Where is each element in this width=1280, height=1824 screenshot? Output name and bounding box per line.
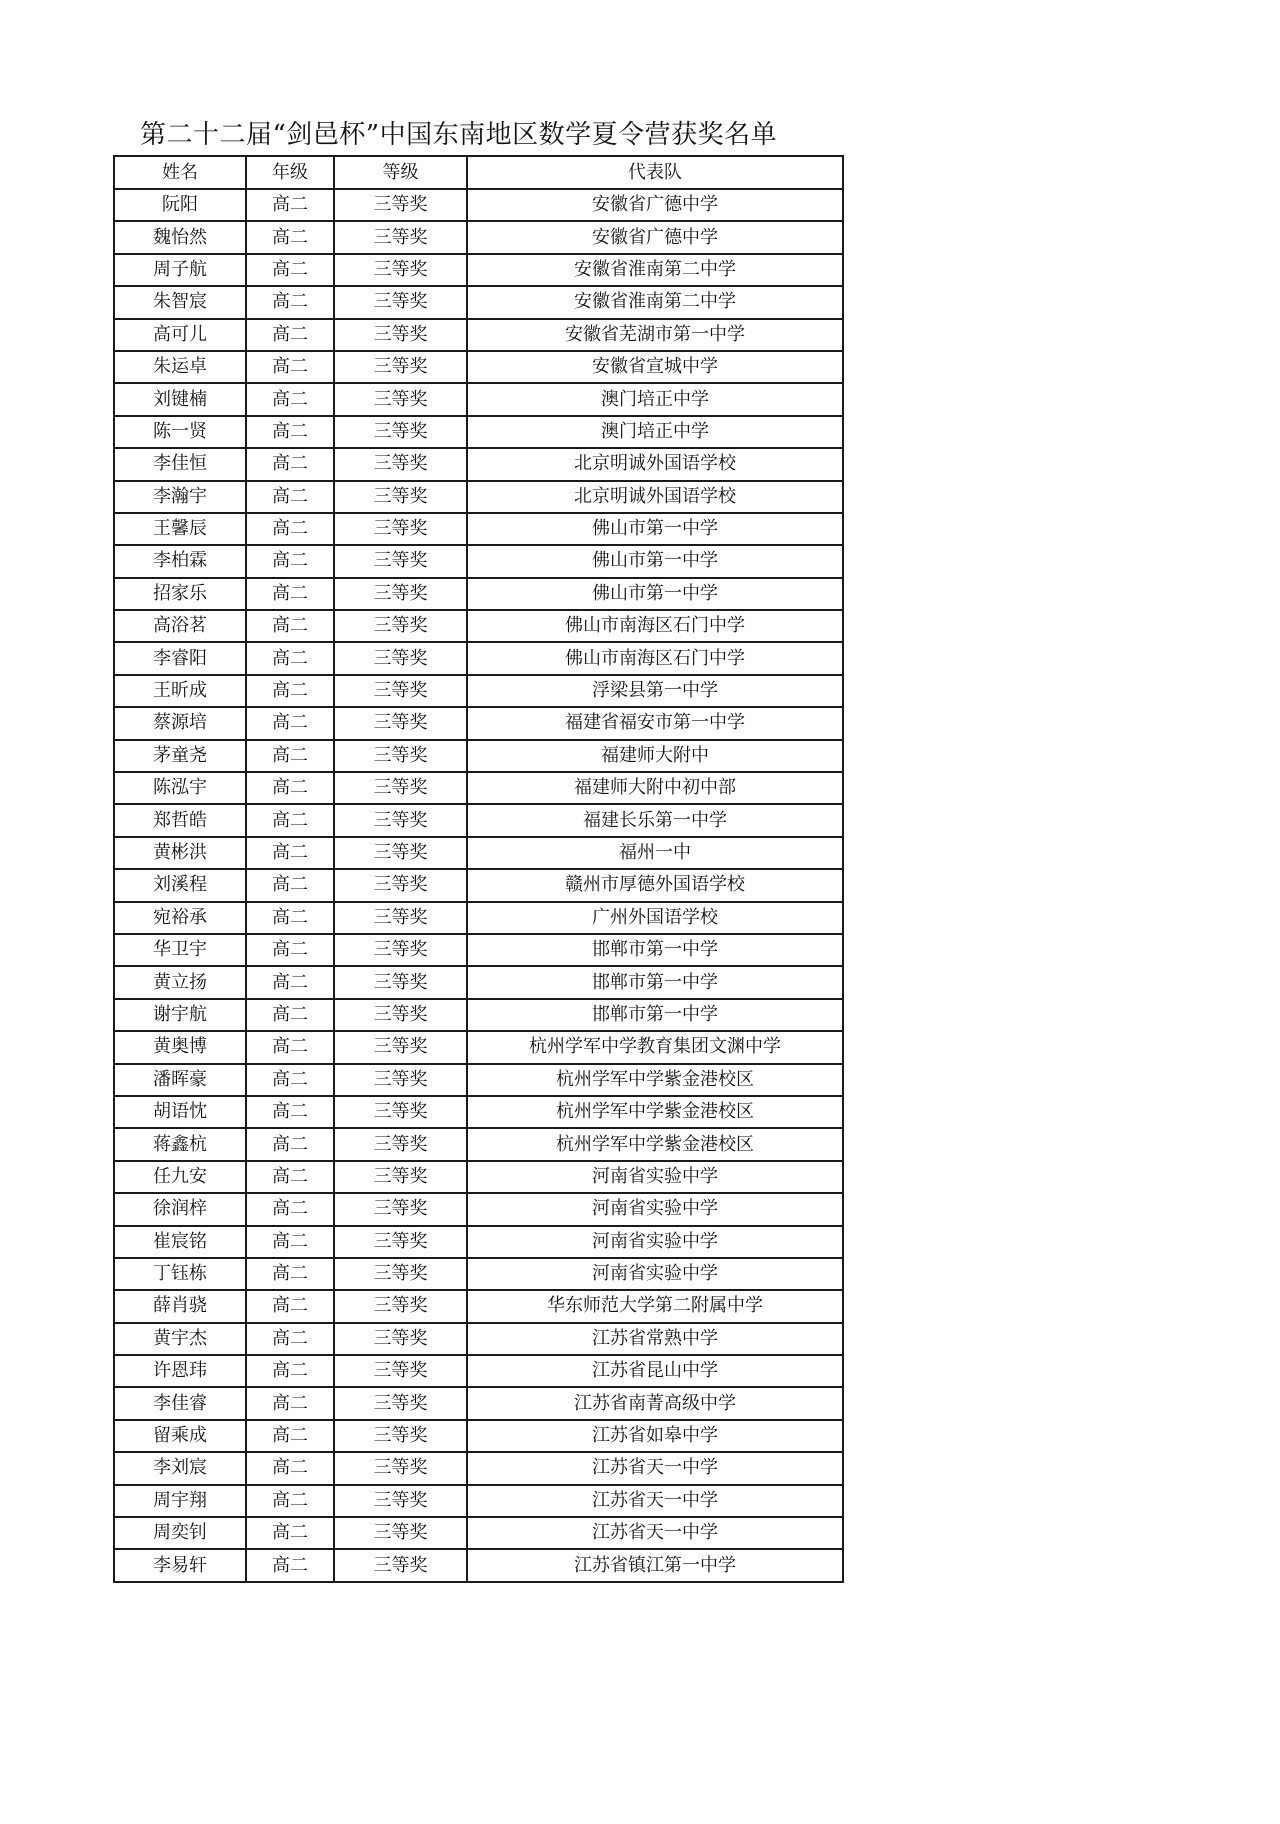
cell-name: 谢宇航 xyxy=(114,999,246,1031)
cell-team: 江苏省南菁高级中学 xyxy=(467,1387,843,1419)
cell-team: 邯郸市第一中学 xyxy=(467,999,843,1031)
cell-grade: 高二 xyxy=(246,902,334,934)
cell-grade: 高二 xyxy=(246,1161,334,1193)
cell-grade: 高二 xyxy=(246,707,334,739)
cell-team: 江苏省常熟中学 xyxy=(467,1323,843,1355)
cell-grade: 高二 xyxy=(246,383,334,415)
cell-name: 刘溪程 xyxy=(114,869,246,901)
cell-name: 李睿阳 xyxy=(114,642,246,674)
cell-name: 丁钰栋 xyxy=(114,1258,246,1290)
table-row xyxy=(114,351,843,383)
page-title: 第二十二届“剑邑杯”中国东南地区数学夏令营获奖名单 xyxy=(140,120,778,150)
cell-level: 三等奖 xyxy=(334,221,467,253)
cell-team: 澳门培正中学 xyxy=(467,383,843,415)
table-row xyxy=(114,869,843,901)
cell-name: 阮阳 xyxy=(114,189,246,221)
cell-name: 李柏霖 xyxy=(114,545,246,577)
cell-name: 黄宇杰 xyxy=(114,1323,246,1355)
cell-level: 三等奖 xyxy=(334,1096,467,1128)
cell-team: 福建长乐第一中学 xyxy=(467,804,843,836)
cell-level: 三等奖 xyxy=(334,416,467,448)
cell-level: 三等奖 xyxy=(334,448,467,480)
cell-team: 江苏省天一中学 xyxy=(467,1517,843,1549)
cell-team: 北京明诚外国语学校 xyxy=(467,448,843,480)
cell-name: 李易轩 xyxy=(114,1549,246,1581)
cell-grade: 高二 xyxy=(246,1517,334,1549)
cell-grade: 高二 xyxy=(246,1258,334,1290)
table-row xyxy=(114,1161,843,1193)
table-row xyxy=(114,934,843,966)
cell-team: 江苏省天一中学 xyxy=(467,1485,843,1517)
cell-name: 郑哲皓 xyxy=(114,804,246,836)
cell-level: 三等奖 xyxy=(334,772,467,804)
table-row xyxy=(114,1387,843,1419)
cell-grade: 高二 xyxy=(246,513,334,545)
cell-name: 任九安 xyxy=(114,1161,246,1193)
cell-level: 三等奖 xyxy=(334,1420,467,1452)
table-row xyxy=(114,610,843,642)
table-row xyxy=(114,642,843,674)
table-body xyxy=(114,189,843,1582)
table-row xyxy=(114,513,843,545)
cell-name: 魏怡然 xyxy=(114,221,246,253)
table-row xyxy=(114,448,843,480)
cell-level: 三等奖 xyxy=(334,804,467,836)
table-header-row xyxy=(114,156,843,189)
cell-level: 三等奖 xyxy=(334,1031,467,1063)
cell-level: 三等奖 xyxy=(334,642,467,674)
cell-name: 华卫宇 xyxy=(114,934,246,966)
cell-team: 江苏省镇江第一中学 xyxy=(467,1549,843,1581)
cell-name: 朱运卓 xyxy=(114,351,246,383)
cell-name: 陈泓宇 xyxy=(114,772,246,804)
cell-name: 李佳恒 xyxy=(114,448,246,480)
cell-name: 招家乐 xyxy=(114,578,246,610)
cell-team: 北京明诚外国语学校 xyxy=(467,481,843,513)
cell-team: 河南省实验中学 xyxy=(467,1193,843,1225)
cell-name: 胡语忱 xyxy=(114,1096,246,1128)
cell-name: 高浴茗 xyxy=(114,610,246,642)
cell-name: 王馨辰 xyxy=(114,513,246,545)
cell-grade: 高二 xyxy=(246,837,334,869)
cell-name: 潘晖豪 xyxy=(114,1064,246,1096)
table-row xyxy=(114,1355,843,1387)
cell-grade: 高二 xyxy=(246,772,334,804)
cell-level: 三等奖 xyxy=(334,189,467,221)
cell-grade: 高二 xyxy=(246,869,334,901)
cell-level: 三等奖 xyxy=(334,902,467,934)
table-row xyxy=(114,1226,843,1258)
cell-level: 三等奖 xyxy=(334,1128,467,1160)
cell-level: 三等奖 xyxy=(334,740,467,772)
cell-level: 三等奖 xyxy=(334,1549,467,1581)
table-row xyxy=(114,804,843,836)
cell-grade: 高二 xyxy=(246,675,334,707)
cell-name: 许恩玮 xyxy=(114,1355,246,1387)
cell-level: 三等奖 xyxy=(334,1452,467,1484)
table-row xyxy=(114,740,843,772)
cell-name: 徐润梓 xyxy=(114,1193,246,1225)
cell-name: 黄彬洪 xyxy=(114,837,246,869)
cell-level: 三等奖 xyxy=(334,707,467,739)
table-row xyxy=(114,254,843,286)
cell-team: 江苏省天一中学 xyxy=(467,1452,843,1484)
cell-name: 崔宸铭 xyxy=(114,1226,246,1258)
cell-name: 周子航 xyxy=(114,254,246,286)
table-row xyxy=(114,481,843,513)
cell-level: 三等奖 xyxy=(334,1355,467,1387)
table-row xyxy=(114,1096,843,1128)
cell-grade: 高二 xyxy=(246,610,334,642)
cell-team: 佛山市南海区石门中学 xyxy=(467,610,843,642)
cell-grade: 高二 xyxy=(246,1290,334,1322)
table-row xyxy=(114,902,843,934)
table-row xyxy=(114,1064,843,1096)
table-row xyxy=(114,286,843,318)
cell-level: 三等奖 xyxy=(334,545,467,577)
cell-grade: 高二 xyxy=(246,1193,334,1225)
cell-level: 三等奖 xyxy=(334,1161,467,1193)
cell-name: 李刘宸 xyxy=(114,1452,246,1484)
cell-grade: 高二 xyxy=(246,189,334,221)
header-name: 姓名 xyxy=(114,156,246,189)
cell-grade: 高二 xyxy=(246,642,334,674)
cell-team: 安徽省广德中学 xyxy=(467,221,843,253)
cell-level: 三等奖 xyxy=(334,1226,467,1258)
cell-grade: 高二 xyxy=(246,1226,334,1258)
cell-level: 三等奖 xyxy=(334,999,467,1031)
table-row xyxy=(114,189,843,221)
cell-team: 福州一中 xyxy=(467,837,843,869)
header-grade: 年级 xyxy=(246,156,334,189)
cell-grade: 高二 xyxy=(246,1485,334,1517)
cell-grade: 高二 xyxy=(246,1064,334,1096)
cell-team: 安徽省宣城中学 xyxy=(467,351,843,383)
cell-level: 三等奖 xyxy=(334,837,467,869)
cell-level: 三等奖 xyxy=(334,351,467,383)
cell-grade: 高二 xyxy=(246,481,334,513)
cell-name: 宛裕承 xyxy=(114,902,246,934)
cell-team: 赣州市厚德外国语学校 xyxy=(467,869,843,901)
table-row xyxy=(114,1258,843,1290)
cell-team: 澳门培正中学 xyxy=(467,416,843,448)
cell-grade: 高二 xyxy=(246,578,334,610)
cell-name: 王昕成 xyxy=(114,675,246,707)
table-row xyxy=(114,1323,843,1355)
cell-team: 江苏省如皋中学 xyxy=(467,1420,843,1452)
cell-grade: 高二 xyxy=(246,1355,334,1387)
cell-level: 三等奖 xyxy=(334,1258,467,1290)
cell-team: 安徽省淮南第二中学 xyxy=(467,254,843,286)
cell-name: 陈一贤 xyxy=(114,416,246,448)
cell-grade: 高二 xyxy=(246,254,334,286)
cell-team: 杭州学军中学紫金港校区 xyxy=(467,1096,843,1128)
cell-team: 杭州学军中学紫金港校区 xyxy=(467,1128,843,1160)
cell-team: 福建师大附中 xyxy=(467,740,843,772)
cell-level: 三等奖 xyxy=(334,481,467,513)
table-row xyxy=(114,383,843,415)
cell-level: 三等奖 xyxy=(334,513,467,545)
cell-team: 江苏省昆山中学 xyxy=(467,1355,843,1387)
cell-grade: 高二 xyxy=(246,416,334,448)
cell-team: 河南省实验中学 xyxy=(467,1226,843,1258)
table-row xyxy=(114,221,843,253)
cell-level: 三等奖 xyxy=(334,675,467,707)
cell-grade: 高二 xyxy=(246,351,334,383)
cell-level: 三等奖 xyxy=(334,1064,467,1096)
cell-grade: 高二 xyxy=(246,1031,334,1063)
cell-level: 三等奖 xyxy=(334,1387,467,1419)
cell-name: 刘键楠 xyxy=(114,383,246,415)
table-row xyxy=(114,1485,843,1517)
header-level: 等级 xyxy=(334,156,467,189)
cell-level: 三等奖 xyxy=(334,1485,467,1517)
cell-grade: 高二 xyxy=(246,545,334,577)
table-row xyxy=(114,999,843,1031)
table-row xyxy=(114,837,843,869)
table-row xyxy=(114,1452,843,1484)
table-row xyxy=(114,545,843,577)
cell-team: 佛山市第一中学 xyxy=(467,513,843,545)
cell-name: 周宇翔 xyxy=(114,1485,246,1517)
cell-grade: 高二 xyxy=(246,999,334,1031)
table-row xyxy=(114,966,843,998)
table-row xyxy=(114,675,843,707)
cell-level: 三等奖 xyxy=(334,383,467,415)
cell-team: 安徽省淮南第二中学 xyxy=(467,286,843,318)
table-row xyxy=(114,319,843,351)
cell-grade: 高二 xyxy=(246,1128,334,1160)
header-team: 代表队 xyxy=(467,156,843,189)
cell-name: 蒋鑫杭 xyxy=(114,1128,246,1160)
cell-name: 黄立扬 xyxy=(114,966,246,998)
cell-grade: 高二 xyxy=(246,1420,334,1452)
table-row xyxy=(114,707,843,739)
cell-name: 周奕钊 xyxy=(114,1517,246,1549)
award-table xyxy=(113,155,844,1583)
cell-team: 河南省实验中学 xyxy=(467,1161,843,1193)
cell-grade: 高二 xyxy=(246,804,334,836)
cell-name: 蔡源培 xyxy=(114,707,246,739)
cell-level: 三等奖 xyxy=(334,966,467,998)
cell-name: 黄奥博 xyxy=(114,1031,246,1063)
cell-team: 安徽省芜湖市第一中学 xyxy=(467,319,843,351)
cell-name: 薛肖骁 xyxy=(114,1290,246,1322)
cell-name: 茅童尧 xyxy=(114,740,246,772)
cell-level: 三等奖 xyxy=(334,1323,467,1355)
cell-grade: 高二 xyxy=(246,1549,334,1581)
cell-grade: 高二 xyxy=(246,286,334,318)
cell-grade: 高二 xyxy=(246,1323,334,1355)
cell-grade: 高二 xyxy=(246,1452,334,1484)
cell-grade: 高二 xyxy=(246,966,334,998)
table-row xyxy=(114,578,843,610)
cell-team: 佛山市第一中学 xyxy=(467,578,843,610)
cell-team: 杭州学军中学教育集团文渊中学 xyxy=(467,1031,843,1063)
cell-level: 三等奖 xyxy=(334,610,467,642)
table-row xyxy=(114,1290,843,1322)
cell-team: 浮梁县第一中学 xyxy=(467,675,843,707)
cell-name: 留乘成 xyxy=(114,1420,246,1452)
cell-name: 李佳睿 xyxy=(114,1387,246,1419)
cell-level: 三等奖 xyxy=(334,578,467,610)
cell-team: 邯郸市第一中学 xyxy=(467,966,843,998)
cell-team: 河南省实验中学 xyxy=(467,1258,843,1290)
cell-level: 三等奖 xyxy=(334,254,467,286)
cell-level: 三等奖 xyxy=(334,869,467,901)
cell-level: 三等奖 xyxy=(334,1517,467,1549)
cell-name: 李瀚宇 xyxy=(114,481,246,513)
table-row xyxy=(114,1193,843,1225)
cell-name: 高可儿 xyxy=(114,319,246,351)
cell-team: 广州外国语学校 xyxy=(467,902,843,934)
cell-level: 三等奖 xyxy=(334,934,467,966)
cell-level: 三等奖 xyxy=(334,286,467,318)
table-row xyxy=(114,1128,843,1160)
cell-level: 三等奖 xyxy=(334,319,467,351)
cell-grade: 高二 xyxy=(246,740,334,772)
cell-grade: 高二 xyxy=(246,221,334,253)
cell-level: 三等奖 xyxy=(334,1193,467,1225)
cell-team: 安徽省广德中学 xyxy=(467,189,843,221)
cell-grade: 高二 xyxy=(246,934,334,966)
cell-team: 福建师大附中初中部 xyxy=(467,772,843,804)
table-row xyxy=(114,1549,843,1581)
table-row xyxy=(114,416,843,448)
cell-team: 邯郸市第一中学 xyxy=(467,934,843,966)
cell-team: 杭州学军中学紫金港校区 xyxy=(467,1064,843,1096)
cell-team: 佛山市第一中学 xyxy=(467,545,843,577)
cell-name: 朱智宸 xyxy=(114,286,246,318)
cell-team: 福建省福安市第一中学 xyxy=(467,707,843,739)
cell-grade: 高二 xyxy=(246,319,334,351)
cell-team: 佛山市南海区石门中学 xyxy=(467,642,843,674)
cell-grade: 高二 xyxy=(246,1096,334,1128)
cell-team: 华东师范大学第二附属中学 xyxy=(467,1290,843,1322)
table-row xyxy=(114,772,843,804)
table-row xyxy=(114,1420,843,1452)
cell-grade: 高二 xyxy=(246,448,334,480)
cell-level: 三等奖 xyxy=(334,1290,467,1322)
table-row xyxy=(114,1031,843,1063)
cell-grade: 高二 xyxy=(246,1387,334,1419)
table-row xyxy=(114,1517,843,1549)
